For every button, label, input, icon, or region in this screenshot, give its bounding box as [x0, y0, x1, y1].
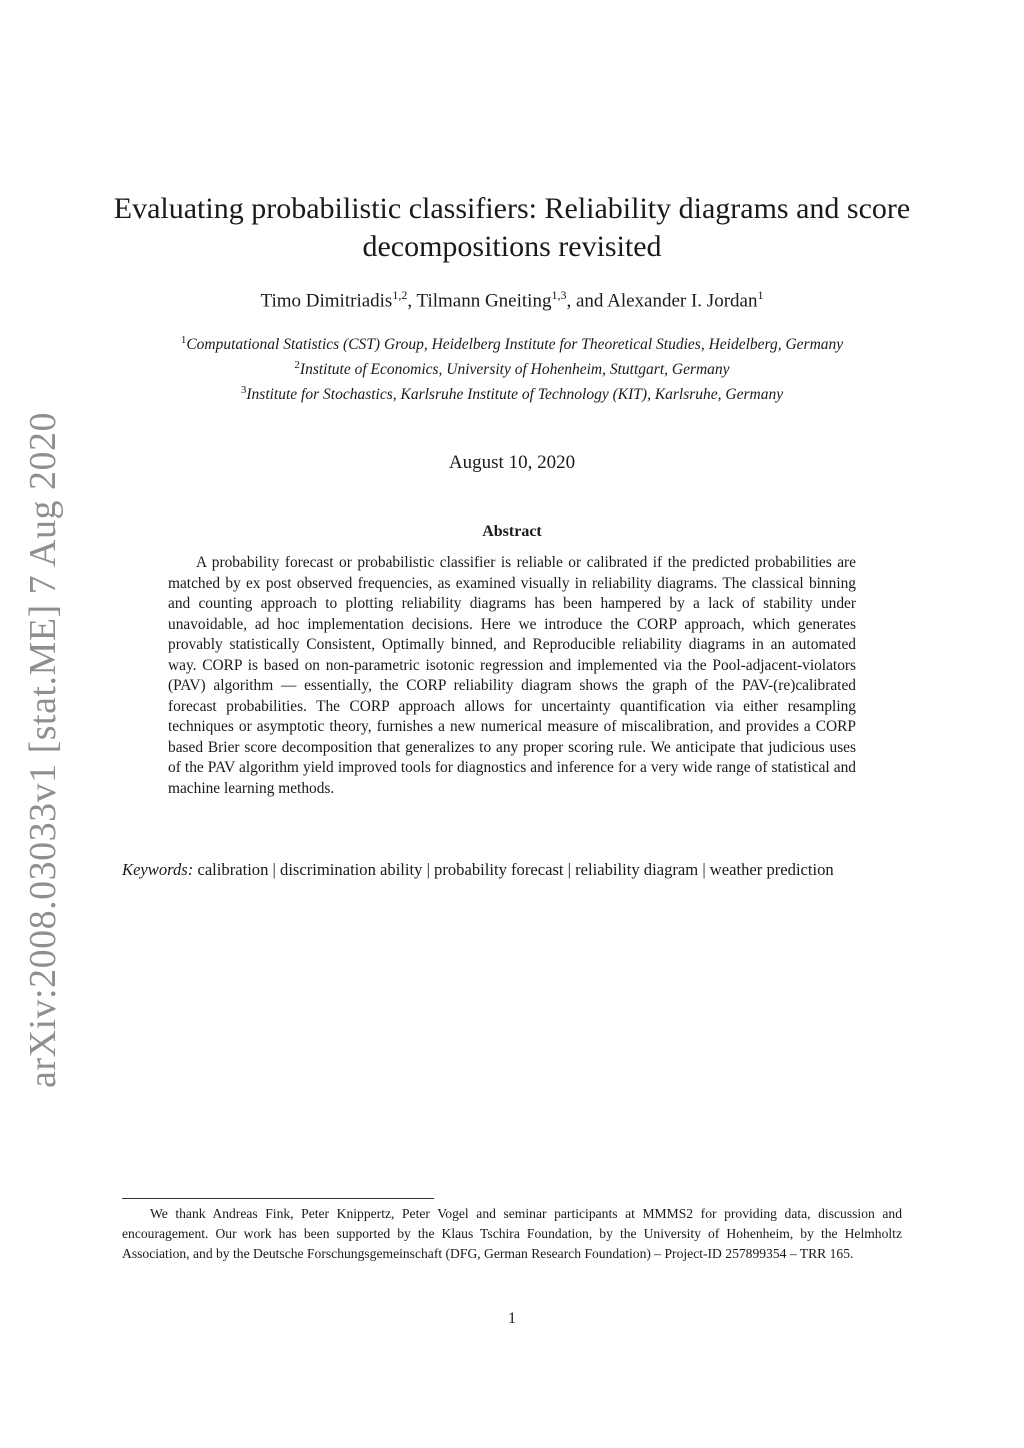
author-name: Timo Dimitriadis: [260, 290, 393, 312]
affiliation-number: 2: [294, 359, 300, 372]
author-name: Tilmann Gneiting: [416, 290, 552, 312]
keywords-line: [122, 858, 902, 881]
acknowledgement-footnote: We thank Andreas Fink, Peter Knippertz, Peter Vogel and seminar participants at MMMS2 for providing data, discussion and encouragement. Our work has been supported by the Klaus Tschira Foundation, by the University of Hohenheim, by the Helmholtz Association, and by the Deutsche Forschungsgemeinschaft (DFG, German Research Foundation) – Project-ID 257899354 – TRR 165.: [122, 1206, 902, 1261]
author-list: [100, 288, 924, 312]
page-number: 1: [508, 1310, 516, 1327]
author-affiliation-mark: 1: [757, 288, 764, 302]
author-separator: , and: [566, 290, 608, 312]
affiliation-line: [140, 380, 884, 405]
affiliation-line: [140, 330, 884, 355]
keywords-text: calibration | discrimination ability | probability forecast | reliability diagram | weather prediction: [197, 860, 834, 879]
paper-title: Evaluating probabilistic classifiers: Reliability diagrams and score decompositions revisited: [113, 192, 911, 263]
affiliation-number: 3: [240, 384, 247, 397]
affiliation-text: Institute for Stochastics, Karlsruhe Institute of Technology (KIT), Karlsruhe, Germany: [246, 386, 784, 404]
keywords-label: Keywords:: [122, 860, 194, 879]
affiliation-line: [140, 355, 884, 380]
affiliation-number: 1: [180, 334, 187, 346]
abstract-heading: Abstract: [482, 523, 542, 540]
author-affiliation-mark: 1,3: [551, 288, 567, 302]
affiliation-text: Institute of Economics, University of Hohenheim, Stuttgart, Germany: [299, 361, 730, 379]
arxiv-identifier-stamp: arXiv:2008.03033v1 [stat.ME] 7 Aug 2020: [22, 411, 64, 1089]
footnote-divider: [122, 1198, 434, 1199]
author-affiliation-mark: 1,2: [392, 288, 408, 302]
publication-date: August 10, 2020: [448, 452, 576, 473]
affiliation-text: Computational Statistics (CST) Group, Heidelberg Institute for Theoretical Studies, Heidelberg, Germany: [186, 336, 844, 354]
affiliation-list: [140, 330, 884, 405]
author-separator: ,: [407, 290, 417, 312]
abstract-body: A probability forecast or probabilistic classifier is reliable or calibrated if the predicted probabilities are matched by ex post observed frequencies, as examined visually in reliability diagrams. The classical binning and counting approach to plotting reliability diagrams has been hampered by a lack of stability under unavoidable, ad hoc implementation decisions. Here we introduce the CORP approach, which generates provably statistically Consistent, Optimally binned, and Reproducible reliability diagrams in an automated way. CORP is based on non-parametric isotonic regression and implemented via the Pool-adjacent-violators (PAV) algorithm — essentially, the CORP reliability diagram shows the graph of the PAV-(re)calibrated forecast probabilities. The CORP approach allows for uncertainty quantification via either resampling techniques or asymptotic theory, furnishes a new numerical measure of miscalibration, and provides a CORP based Brier score decomposition that generalizes to any proper scoring rule. We anticipate that judicious uses of the PAV algorithm yield improved tools for diagnostics and inference for a very wide range of statistical and machine learning methods.: [168, 554, 856, 797]
author-name: Alexander I. Jordan: [607, 290, 758, 312]
